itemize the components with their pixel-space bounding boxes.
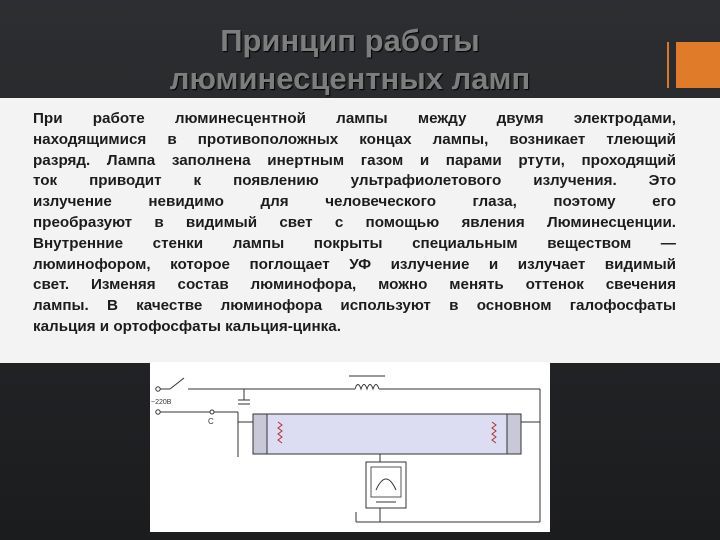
body-line: свет. Изменяя состав люминофора, можно менять оттенок свечения	[33, 276, 676, 294]
body-line: находящимися в противоположных концах лампы, возникает тлеющий	[33, 130, 676, 148]
circuit-svg	[150, 362, 550, 532]
lamp-circuit-diagram	[150, 362, 550, 532]
terminal-top	[156, 387, 160, 391]
body-line: кальция и ортофосфаты кальция-цинка.	[33, 317, 341, 335]
slide-title	[130, 22, 570, 98]
body-paragraph	[33, 109, 676, 338]
starter-glow-bulb	[371, 467, 401, 497]
node	[210, 410, 214, 414]
switch-blade	[170, 378, 184, 389]
body-line: преобразуют в видимый свет с помощью явления Люминесценции.	[33, 213, 676, 231]
body-line: ток приводит к появлению ультрафиолетового излучения. Это	[33, 172, 676, 190]
lamp-end-right	[507, 414, 521, 454]
accent-line	[667, 42, 669, 88]
capacitor-label: C	[208, 417, 214, 426]
lamp-tube	[253, 414, 521, 454]
slide-title-line-1: Принцип работы	[220, 23, 480, 58]
body-line: При работе люминесцентной лампы между двумя электродами,	[33, 110, 676, 127]
lamp-end-left	[253, 414, 267, 454]
body-line: люминофором, которое поглощает УФ излучение и излучает видимый	[33, 255, 676, 273]
body-line: разряд. Лампа заполнена инертным газом и парами ртути, проходящий	[33, 151, 676, 169]
accent-block	[676, 42, 720, 88]
terminal-bottom	[156, 410, 160, 414]
choke-icon	[355, 385, 379, 390]
supply-label: ~220В	[151, 399, 172, 406]
body-line: лампы. В качестве люминофора используют в основном галофосфаты	[33, 297, 676, 315]
body-line: излучение невидимо для человеческого глаза, поэтому его	[33, 193, 676, 211]
body-line: Внутренние стенки лампы покрыты специальным веществом —	[33, 234, 676, 252]
slide-title-line-2: люминесцентных ламп	[169, 61, 531, 96]
